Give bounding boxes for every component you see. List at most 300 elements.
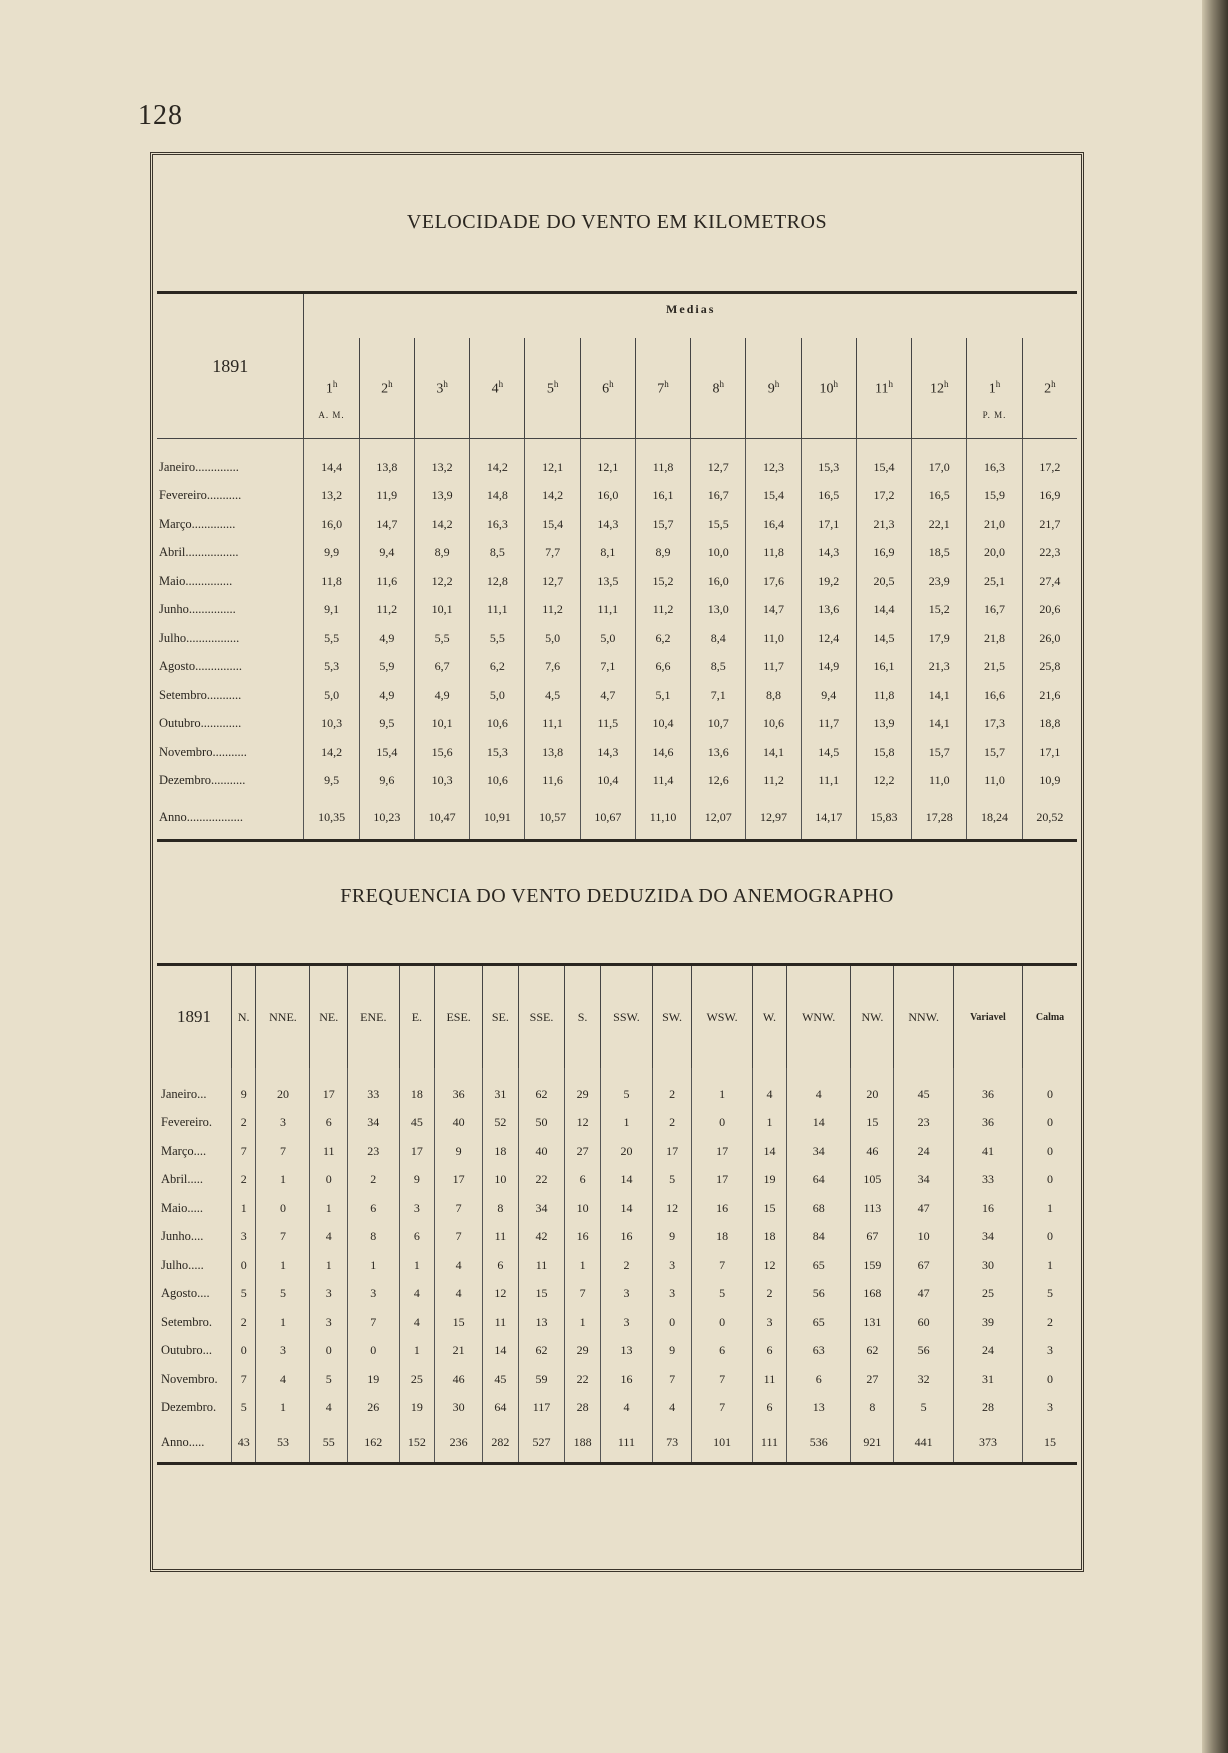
- value-cell: 5,3: [304, 653, 359, 682]
- value-cell: 10,7: [691, 710, 746, 739]
- hour-header: [746, 338, 801, 439]
- value-cell: 10,3: [304, 710, 359, 739]
- value-cell: 12: [752, 1251, 786, 1280]
- value-cell: 8,1: [580, 539, 635, 568]
- value-cell: 16: [692, 1194, 753, 1223]
- value-cell: 5: [1047, 1286, 1054, 1301]
- value-cell: 8,9: [414, 539, 469, 568]
- value-cell: 13,9: [856, 710, 911, 739]
- value-cell: 15,4: [746, 482, 801, 511]
- value-cell: 5: [256, 1280, 310, 1309]
- value-cell: 13,9: [414, 482, 469, 511]
- value-cell: 40: [518, 1137, 564, 1166]
- value-cell: 52: [482, 1109, 518, 1138]
- hour-header: [801, 338, 856, 439]
- direction-header: Calma: [1035, 1011, 1065, 1023]
- value-cell: 2: [232, 1109, 256, 1138]
- velocity-row: [157, 539, 1077, 568]
- value-cell: 10: [482, 1166, 518, 1195]
- value-cell: 12,8: [470, 567, 525, 596]
- direction-header: NNW.: [894, 965, 953, 1069]
- value-cell: 6,7: [414, 653, 469, 682]
- value-cell: 1: [565, 1251, 601, 1280]
- value-cell: 10,6: [470, 767, 525, 796]
- value-cell: 5: [692, 1280, 753, 1309]
- value-cell: 11,8: [635, 439, 690, 482]
- value-cell: 16,7: [691, 482, 746, 511]
- value-cell: 12,07: [691, 795, 746, 841]
- value-cell: 16,9: [856, 539, 911, 568]
- value-cell: 1: [232, 1194, 256, 1223]
- value-cell: 7: [652, 1365, 691, 1394]
- value-cell: 25,1: [967, 567, 1022, 596]
- value-cell: 10,4: [580, 767, 635, 796]
- value-cell: 4: [600, 1394, 652, 1423]
- value-cell: 18: [399, 1068, 435, 1109]
- value-cell: 15: [851, 1109, 894, 1138]
- value-cell: 18: [482, 1137, 518, 1166]
- value-cell: 1: [256, 1308, 310, 1337]
- value-cell: 14,6: [635, 738, 690, 767]
- value-cell: 9,6: [359, 767, 414, 796]
- value-cell: 5: [600, 1068, 652, 1109]
- value-cell: 7: [256, 1223, 310, 1252]
- value-cell: 18,5: [912, 539, 967, 568]
- value-cell: 12,7: [691, 439, 746, 482]
- value-cell: 16,1: [856, 653, 911, 682]
- value-cell: 3: [600, 1280, 652, 1309]
- hour-suffix: h: [609, 378, 614, 389]
- value-cell: 17: [692, 1137, 753, 1166]
- value-cell: 30: [435, 1394, 483, 1423]
- value-cell: 6,6: [635, 653, 690, 682]
- value-cell: 16,9: [1039, 488, 1061, 503]
- value-cell: 47: [894, 1280, 953, 1309]
- value-cell: 117: [518, 1394, 564, 1423]
- value-cell: 5: [232, 1394, 256, 1423]
- value-cell: 373: [953, 1422, 1022, 1464]
- month-label: Abril.....: [157, 1166, 232, 1195]
- hour-suffix: h: [664, 378, 669, 389]
- value-cell: 11: [310, 1137, 348, 1166]
- value-cell: 27,4: [1039, 573, 1061, 588]
- value-cell: 16,1: [635, 482, 690, 511]
- value-cell: 162: [348, 1422, 399, 1464]
- value-cell: 236: [435, 1422, 483, 1464]
- month-label: Fevereiro.: [157, 1109, 232, 1138]
- value-cell: 62: [851, 1337, 894, 1366]
- hour-suffix: h: [888, 378, 894, 389]
- value-cell: 12,1: [525, 439, 580, 482]
- value-cell: 3: [310, 1280, 348, 1309]
- value-cell: 7: [256, 1137, 310, 1166]
- value-cell: 19: [399, 1394, 435, 1423]
- value-cell: 16: [600, 1223, 652, 1252]
- value-cell: 5,5: [470, 624, 525, 653]
- month-label: Maio...............: [157, 567, 304, 596]
- frequency-row: [157, 1365, 1077, 1394]
- value-cell: 6,2: [635, 624, 690, 653]
- value-cell: 34: [953, 1223, 1022, 1252]
- frequency-year: 1891: [157, 965, 232, 1069]
- value-cell: 16,6: [967, 681, 1022, 710]
- value-cell: 34: [348, 1109, 399, 1138]
- value-cell: 0: [1047, 1115, 1054, 1130]
- value-cell: 8,5: [691, 653, 746, 682]
- value-cell: 4,5: [525, 681, 580, 710]
- value-cell: 9,9: [304, 539, 359, 568]
- value-cell: 16,5: [912, 482, 967, 511]
- value-cell: 12: [652, 1194, 691, 1223]
- value-cell: 14,2: [525, 482, 580, 511]
- page-number: 128: [138, 100, 183, 131]
- hour-label: 6: [602, 381, 610, 397]
- value-cell: 15,2: [912, 596, 967, 625]
- month-label: Janeiro...: [157, 1068, 232, 1109]
- value-cell: 65: [786, 1308, 850, 1337]
- value-cell: 42: [518, 1223, 564, 1252]
- hour-label: 2: [1044, 381, 1052, 397]
- value-cell: 32: [894, 1365, 953, 1394]
- value-cell: 12,2: [414, 567, 469, 596]
- value-cell: 6: [752, 1394, 786, 1423]
- value-cell: 11,0: [967, 767, 1022, 796]
- value-cell: 25: [953, 1280, 1022, 1309]
- value-cell: 11,1: [470, 596, 525, 625]
- hour-label: 5: [546, 381, 554, 397]
- value-cell: 20,6: [1039, 602, 1061, 617]
- direction-header: E.: [399, 965, 435, 1069]
- value-cell: 3: [256, 1109, 310, 1138]
- value-cell: 111: [752, 1422, 786, 1464]
- velocity-row: [157, 482, 1077, 511]
- velocity-row: [157, 767, 1077, 796]
- direction-header: SE.: [482, 965, 518, 1069]
- direction-header: WNW.: [786, 965, 850, 1069]
- value-cell: 3: [348, 1280, 399, 1309]
- value-cell: 45: [894, 1068, 953, 1109]
- value-cell: 24: [953, 1337, 1022, 1366]
- value-cell: 4: [752, 1068, 786, 1109]
- value-cell: 4: [435, 1251, 483, 1280]
- value-cell: 50: [518, 1109, 564, 1138]
- hour-header: [635, 338, 690, 439]
- direction-header: N.: [232, 965, 256, 1069]
- velocity-title: VELOCIDADE DO VENTO EM KILOMETROS: [406, 211, 828, 233]
- value-cell: 28: [953, 1394, 1022, 1423]
- value-cell: 6: [482, 1251, 518, 1280]
- value-cell: 12,97: [746, 795, 801, 841]
- value-cell: 2: [652, 1068, 691, 1109]
- value-cell: 2: [232, 1166, 256, 1195]
- value-cell: 0: [692, 1109, 753, 1138]
- value-cell: 21,7: [1039, 516, 1061, 531]
- month-label: Setembro.: [157, 1308, 232, 1337]
- value-cell: 14: [482, 1337, 518, 1366]
- value-cell: 10,35: [304, 795, 359, 841]
- value-cell: 12,4: [801, 624, 856, 653]
- value-cell: 0: [1047, 1086, 1054, 1101]
- hour-suffix: h: [443, 378, 448, 389]
- value-cell: 1: [348, 1251, 399, 1280]
- value-cell: 14: [600, 1166, 652, 1195]
- value-cell: 33: [348, 1068, 399, 1109]
- value-cell: 1: [1047, 1200, 1054, 1215]
- value-cell: 17,0: [912, 439, 967, 482]
- value-cell: 11,8: [856, 681, 911, 710]
- value-cell: 10,57: [525, 795, 580, 841]
- value-cell: 6: [752, 1337, 786, 1366]
- value-cell: 10,23: [359, 795, 414, 841]
- value-cell: 17,6: [746, 567, 801, 596]
- value-cell: 0: [232, 1251, 256, 1280]
- velocity-row: [157, 567, 1077, 596]
- value-cell: 39: [953, 1308, 1022, 1337]
- velocity-row-anno: [157, 795, 1077, 841]
- value-cell: 9: [652, 1337, 691, 1366]
- value-cell: 152: [399, 1422, 435, 1464]
- value-cell: 536: [786, 1422, 850, 1464]
- value-cell: 7,1: [691, 681, 746, 710]
- value-cell: 59: [518, 1365, 564, 1394]
- value-cell: 29: [565, 1337, 601, 1366]
- value-cell: 17,2: [1039, 459, 1061, 474]
- frequency-row: [157, 1068, 1077, 1109]
- month-label: Outubro...: [157, 1337, 232, 1366]
- value-cell: 16: [600, 1365, 652, 1394]
- value-cell: 1: [399, 1251, 435, 1280]
- value-cell: 17: [435, 1166, 483, 1195]
- value-cell: 4,9: [359, 624, 414, 653]
- value-cell: 62: [518, 1337, 564, 1366]
- value-cell: 64: [482, 1394, 518, 1423]
- month-label: Julho.................: [157, 624, 304, 653]
- value-cell: 2: [600, 1251, 652, 1280]
- value-cell: 10,3: [414, 767, 469, 796]
- value-cell: 1: [256, 1166, 310, 1195]
- value-cell: 8: [482, 1194, 518, 1223]
- frequency-row: [157, 1308, 1077, 1337]
- value-cell: 16,0: [580, 482, 635, 511]
- value-cell: 84: [786, 1223, 850, 1252]
- direction-header: SSE.: [518, 965, 564, 1069]
- value-cell: 0: [1047, 1143, 1054, 1158]
- value-cell: 12,3: [746, 439, 801, 482]
- value-cell: 19: [348, 1365, 399, 1394]
- value-cell: 11: [752, 1365, 786, 1394]
- value-cell: 34: [894, 1166, 953, 1195]
- value-cell: 46: [851, 1137, 894, 1166]
- value-cell: 14,17: [801, 795, 856, 841]
- value-cell: 1: [256, 1394, 310, 1423]
- value-cell: 13,2: [304, 482, 359, 511]
- value-cell: 11,7: [801, 710, 856, 739]
- hour-suffix: h: [1051, 378, 1056, 389]
- value-cell: 0: [310, 1337, 348, 1366]
- value-cell: 2: [232, 1308, 256, 1337]
- value-cell: 64: [786, 1166, 850, 1195]
- value-cell: 101: [692, 1422, 753, 1464]
- value-cell: 56: [894, 1337, 953, 1366]
- value-cell: 131: [851, 1308, 894, 1337]
- hour-label: 9: [767, 381, 775, 397]
- value-cell: 12: [565, 1109, 601, 1138]
- value-cell: 20: [600, 1137, 652, 1166]
- value-cell: 0: [1047, 1172, 1054, 1187]
- frequency-row-anno: [157, 1422, 1077, 1464]
- hour-header: [967, 338, 1022, 439]
- value-cell: 17: [399, 1137, 435, 1166]
- value-cell: 11,6: [525, 767, 580, 796]
- value-cell: 11,1: [580, 596, 635, 625]
- value-cell: 20: [256, 1068, 310, 1109]
- direction-header: S.: [565, 965, 601, 1069]
- value-cell: 19,2: [801, 567, 856, 596]
- direction-header: NW.: [851, 965, 894, 1069]
- value-cell: 8: [348, 1223, 399, 1252]
- frequency-row: [157, 1280, 1077, 1309]
- value-cell: 17,1: [801, 510, 856, 539]
- value-cell: 13,2: [414, 439, 469, 482]
- value-cell: 34: [518, 1194, 564, 1223]
- value-cell: 17,28: [912, 795, 967, 841]
- value-cell: 11,0: [912, 767, 967, 796]
- value-cell: 4: [786, 1068, 850, 1109]
- hour-header: [359, 338, 414, 439]
- value-cell: 62: [518, 1068, 564, 1109]
- month-label: Novembro...........: [157, 738, 304, 767]
- velocity-year: 1891: [157, 293, 304, 439]
- frequency-row: [157, 1394, 1077, 1423]
- value-cell: 2: [752, 1280, 786, 1309]
- value-cell: 23: [348, 1137, 399, 1166]
- hour-suffix: h: [995, 378, 1001, 389]
- value-cell: 16: [953, 1194, 1022, 1223]
- direction-header: NE.: [310, 965, 348, 1069]
- value-cell: 15,7: [967, 738, 1022, 767]
- value-cell: 7,6: [525, 653, 580, 682]
- value-cell: 10,47: [414, 795, 469, 841]
- value-cell: 3: [600, 1308, 652, 1337]
- value-cell: 5,1: [635, 681, 690, 710]
- value-cell: 15: [435, 1308, 483, 1337]
- value-cell: 3: [256, 1337, 310, 1366]
- value-cell: 9,5: [359, 710, 414, 739]
- hour-header: [304, 338, 359, 439]
- value-cell: 30: [953, 1251, 1022, 1280]
- value-cell: 20,52: [1022, 795, 1077, 841]
- value-cell: 9,4: [801, 681, 856, 710]
- month-label: Outubro.............: [157, 710, 304, 739]
- value-cell: 441: [894, 1422, 953, 1464]
- hour-suffix: h: [774, 378, 780, 389]
- value-cell: 15,83: [856, 795, 911, 841]
- value-cell: 6: [786, 1365, 850, 1394]
- value-cell: 10,9: [1039, 773, 1061, 788]
- value-cell: 20,5: [856, 567, 911, 596]
- value-cell: 14,2: [470, 439, 525, 482]
- velocity-row: [157, 681, 1077, 710]
- hour-header: [912, 338, 967, 439]
- hour-label: 11: [875, 381, 889, 397]
- value-cell: 36: [953, 1068, 1022, 1109]
- value-cell: 11,1: [801, 767, 856, 796]
- value-cell: 14,8: [470, 482, 525, 511]
- value-cell: 13: [518, 1308, 564, 1337]
- value-cell: 34: [786, 1137, 850, 1166]
- hour-label: 2: [381, 381, 389, 397]
- value-cell: 41: [953, 1137, 1022, 1166]
- value-cell: 10,91: [470, 795, 525, 841]
- frequency-row: [157, 1223, 1077, 1252]
- value-cell: 5,0: [470, 681, 525, 710]
- value-cell: 11: [518, 1251, 564, 1280]
- value-cell: 22,1: [912, 510, 967, 539]
- value-cell: 1: [565, 1308, 601, 1337]
- value-cell: 13,8: [359, 439, 414, 482]
- value-cell: 11,0: [746, 624, 801, 653]
- value-cell: 3: [1047, 1343, 1054, 1358]
- value-cell: 9: [435, 1137, 483, 1166]
- value-cell: 5,5: [414, 624, 469, 653]
- value-cell: 2: [348, 1166, 399, 1195]
- value-cell: 7,7: [525, 539, 580, 568]
- value-cell: 1: [310, 1251, 348, 1280]
- value-cell: 10,67: [580, 795, 635, 841]
- month-label: Agosto....: [157, 1280, 232, 1309]
- value-cell: 12,1: [580, 439, 635, 482]
- value-cell: 10,1: [414, 710, 469, 739]
- value-cell: 15,7: [635, 510, 690, 539]
- month-label: Setembro...........: [157, 681, 304, 710]
- value-cell: 45: [482, 1365, 518, 1394]
- value-cell: 11,8: [746, 539, 801, 568]
- value-cell: 159: [851, 1251, 894, 1280]
- page-edge: [1202, 0, 1228, 1753]
- value-cell: 921: [851, 1422, 894, 1464]
- value-cell: 67: [851, 1223, 894, 1252]
- value-cell: 12: [482, 1280, 518, 1309]
- value-cell: 53: [256, 1422, 310, 1464]
- velocity-row: [157, 653, 1077, 682]
- value-cell: 2: [652, 1109, 691, 1138]
- medias-label: Medias: [666, 302, 716, 316]
- value-cell: 11,1: [525, 710, 580, 739]
- value-cell: 111: [600, 1422, 652, 1464]
- value-cell: 16,5: [801, 482, 856, 511]
- value-cell: 0: [1047, 1229, 1054, 1244]
- value-cell: 27: [851, 1365, 894, 1394]
- value-cell: 5,5: [304, 624, 359, 653]
- hour-suffix: h: [332, 378, 338, 389]
- value-cell: 6: [310, 1109, 348, 1138]
- value-cell: 11,2: [746, 767, 801, 796]
- value-cell: 5,0: [580, 624, 635, 653]
- hour-header: [856, 338, 911, 439]
- value-cell: 113: [851, 1194, 894, 1223]
- value-cell: 25,8: [1039, 659, 1061, 674]
- value-cell: 14,3: [580, 738, 635, 767]
- value-cell: 6: [348, 1194, 399, 1223]
- hour-header: [691, 338, 746, 439]
- value-cell: 21,3: [912, 653, 967, 682]
- value-cell: 1: [256, 1251, 310, 1280]
- value-cell: 15,5: [691, 510, 746, 539]
- value-cell: 7: [435, 1194, 483, 1223]
- value-cell: 56: [786, 1280, 850, 1309]
- value-cell: 21,6: [1039, 687, 1061, 702]
- tables-frame: [150, 152, 1084, 1572]
